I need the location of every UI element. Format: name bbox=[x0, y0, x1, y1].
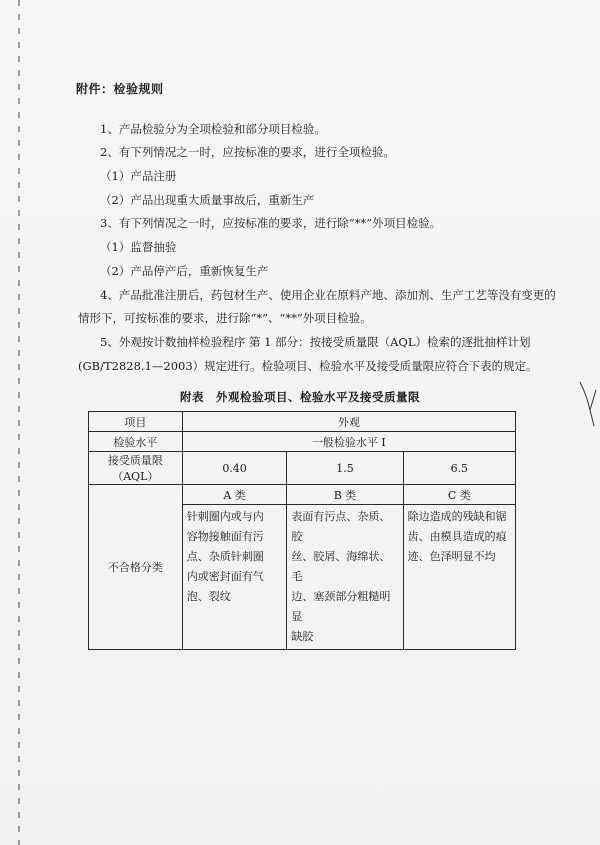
aql-value-b: 1.5 bbox=[287, 452, 403, 485]
aql-value-c: 6.5 bbox=[403, 452, 515, 485]
class-c-label: C 类 bbox=[403, 485, 515, 505]
class-b-line: 缺胶 bbox=[291, 630, 314, 643]
class-a-line: 容物接触面有污 bbox=[186, 530, 264, 543]
paragraph-2: 2、有下列情况之一时，应按标准的要求，进行全项检验。 bbox=[100, 145, 395, 159]
class-a-description bbox=[182, 505, 287, 650]
class-a-line: 点、杂质针刺圈 bbox=[186, 550, 264, 563]
paragraph-3-item-2: （2）产品停产后，重新恢复生产 bbox=[100, 264, 269, 278]
level-label-cell: 检验水平 bbox=[89, 432, 183, 452]
item-value-cell: 外观 bbox=[182, 412, 515, 432]
scan-edge-shadow bbox=[18, 0, 20, 845]
paragraph-4-line-1: 4、产品批准注册后，药包材生产、使用企业在原料产地、添加剂、生产工艺等没有变更的 bbox=[100, 288, 556, 302]
paragraph-1: 1、产品检验分为全项检验和部分项目检验。 bbox=[100, 122, 326, 136]
class-c-line: 除边造成的残缺和锯 bbox=[407, 510, 507, 523]
class-c-line: 迹、色泽明显不均 bbox=[407, 550, 496, 563]
table-row bbox=[89, 412, 516, 432]
item-label-cell: 项目 bbox=[89, 412, 183, 432]
paragraph-3: 3、有下列情况之一时，应按标准的要求，进行除“**”外项目检验。 bbox=[100, 216, 442, 230]
class-c-line: 齿、由模具造成的痕 bbox=[407, 530, 507, 543]
paragraph-2-item-1: （1）产品注册 bbox=[100, 169, 177, 183]
class-b-label: B 类 bbox=[287, 485, 403, 505]
paragraph-4-line-2: 情形下，可按标准的要求，进行除“*”、“**”外项目检验。 bbox=[78, 311, 372, 325]
pen-mark bbox=[578, 380, 598, 430]
class-a-line: 泡、裂纹 bbox=[186, 590, 231, 603]
table-row bbox=[89, 432, 516, 452]
table-row bbox=[89, 452, 516, 485]
paragraph-5-line-1: 5、外观按计数抽样检验程序 第 1 部分：按接受质量限（AQL）检索的逐批抽样计划 bbox=[100, 335, 531, 349]
table-row bbox=[89, 485, 516, 505]
class-a-line: 内或密封面有气 bbox=[186, 570, 264, 583]
inspection-table bbox=[88, 411, 516, 650]
class-c-description bbox=[403, 505, 515, 650]
class-b-line: 表面有污点、杂质、胶 bbox=[291, 510, 391, 543]
class-b-line: 边、塞颈部分粗糙明显 bbox=[291, 590, 391, 623]
reject-label-cell: 不合格分类 bbox=[89, 485, 183, 650]
paragraph-5-line-2: (GB/T2828.1—2003）规定进行。检验项目、检验水平及接受质量限应符合下表的规定。 bbox=[78, 359, 538, 373]
paragraph-3-item-1: （1）监督抽验 bbox=[100, 240, 177, 254]
level-value-cell: 一般检验水平 I bbox=[182, 432, 515, 452]
class-b-line: 丝、胶屑、海绵状、毛 bbox=[291, 550, 391, 583]
class-a-line: 针刺圈内或与内 bbox=[186, 510, 264, 523]
class-a-label: A 类 bbox=[182, 485, 287, 505]
class-b-description bbox=[287, 505, 403, 650]
table-title: 附表 外观检验项目、检验水平及接受质量限 bbox=[180, 390, 420, 404]
attachment-heading: 附件：检验规则 bbox=[76, 82, 164, 96]
aql-value-a: 0.40 bbox=[182, 452, 287, 485]
paragraph-2-item-2: （2）产品出现重大质量事故后，重新生产 bbox=[100, 193, 315, 207]
aql-label-cell: 接受质量限（AQL） bbox=[89, 452, 183, 485]
